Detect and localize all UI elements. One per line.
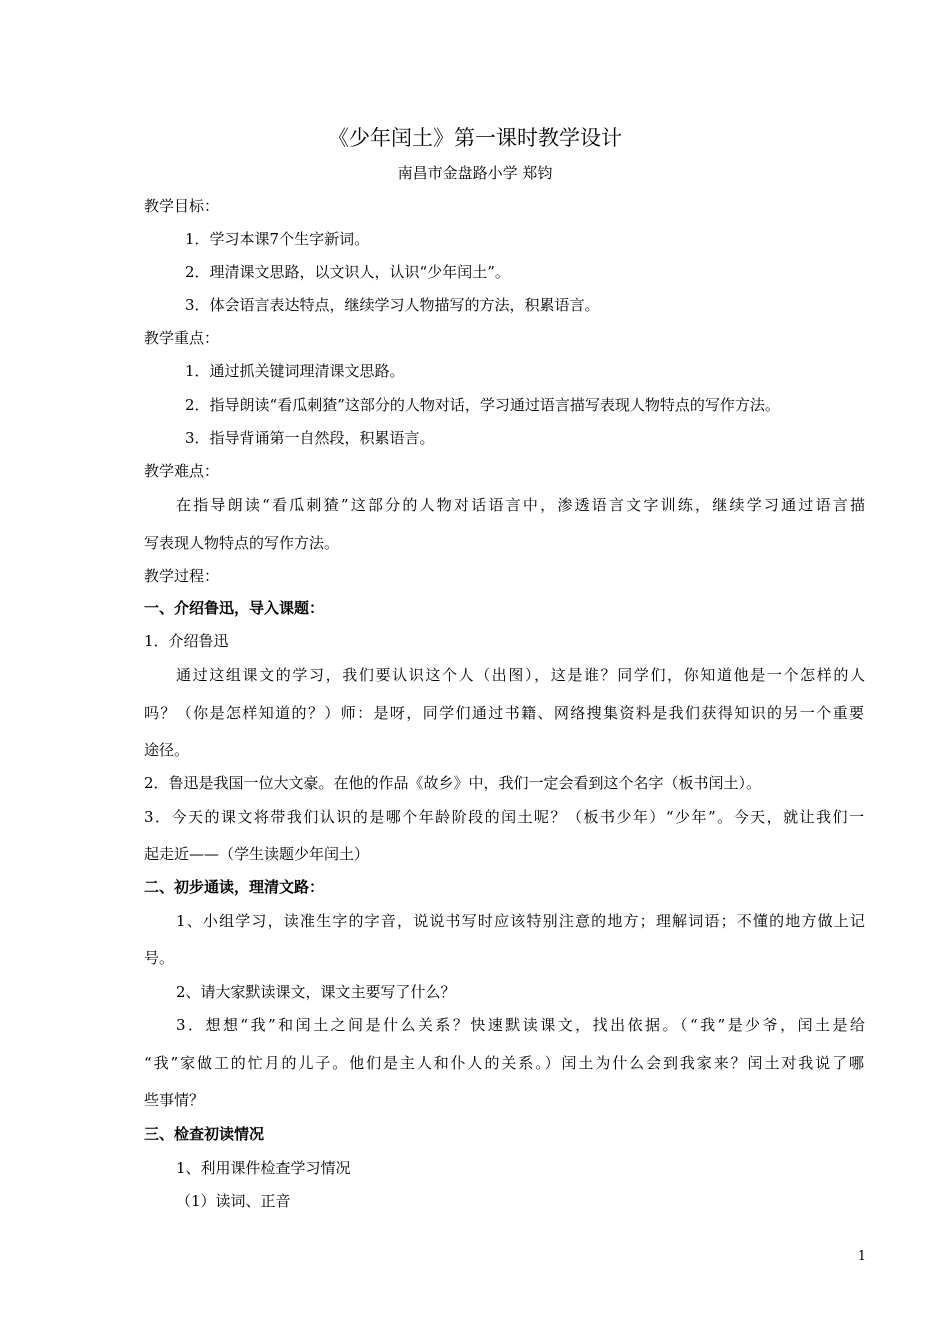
section-heading-key-points: 教学重点： xyxy=(144,329,220,347)
paragraph-line: 通过这组课文的学习，我们要认识这个人（出图），这是谁？同学们，你知道他是一个怎样的人 xyxy=(176,666,865,684)
paragraph-line: 3．今天的课文将带我们认识的是哪个年龄阶段的闰土呢？（板书少年）“少年”。今天，就让我们一 xyxy=(144,808,864,826)
part-heading-1: 一、介绍鲁迅，导入课题： xyxy=(144,599,325,617)
goal-item-2: 2．理清课文思路，以文识人，认识“少年闰土”。 xyxy=(185,263,510,281)
key-point-item-2: 2．指导朗读“看瓜刺猹”这部分的人物对话，学习通过语言描写表现人物特点的写作方法。 xyxy=(185,396,780,414)
difficulty-paragraph-line: 在指导朗读“看瓜刺猹”这部分的人物对话语言中，渗透语言文字训练，继续学习通过语言描 xyxy=(176,496,865,514)
paragraph-line: 1、利用课件检查学习情况 xyxy=(176,1159,351,1177)
paragraph-line: （1）读词、正音 xyxy=(176,1192,291,1210)
document-title: 《少年闰土》第一课时教学设计 xyxy=(328,126,622,150)
difficulty-paragraph-line: 写表现人物特点的写作方法。 xyxy=(144,534,340,552)
section-heading-goals: 教学目标： xyxy=(144,197,220,215)
paragraph-line: 途径。 xyxy=(144,741,190,759)
paragraph-line: 些事情？ xyxy=(144,1091,205,1109)
part-heading-3: 三、检查初读情况 xyxy=(144,1125,265,1143)
paragraph-line: 号。 xyxy=(144,949,175,967)
key-point-item-3: 3．指导背诵第一自然段，积累语言。 xyxy=(185,429,435,447)
section-heading-difficulty: 教学难点： xyxy=(144,462,220,480)
section-heading-process: 教学过程： xyxy=(144,567,220,585)
paragraph-line: 2．鲁迅是我国一位大文豪。在他的作品《故乡》中，我们一定会看到这个名字（板书闰土）。 xyxy=(144,774,762,792)
paragraph-line: 吗？（你是怎样知道的？）师：是呀，同学们通过书籍、网络搜集资料是我们获得知识的另一个重要 xyxy=(144,704,864,722)
goal-item-1: 1．学习本课7个生字新词。 xyxy=(185,230,370,248)
paragraph-line: “我”家做工的忙月的儿子。他们是主人和仆人的关系。）闰土为什么会到我家来？闰土对我说了哪 xyxy=(144,1054,864,1072)
paragraph-line: 2、请大家默读课文，课文主要写了什么？ xyxy=(176,983,456,1001)
step-heading: 1．介绍鲁迅 xyxy=(144,632,229,650)
key-point-item-1: 1．通过抓关键词理清课文思路。 xyxy=(185,362,405,380)
paragraph-line: 3．想想“我”和闰土之间是什么关系？快速默读课文，找出依据。（“我”是少爷，闰土是给 xyxy=(176,1016,865,1034)
document-author: 南昌市金盘路小学 郑钧 xyxy=(397,164,553,182)
paragraph-line: 起走近——（学生读题少年闰土） xyxy=(144,845,370,863)
goal-item-3: 3．体会语言表达特点，继续学习人物描写的方法，积累语言。 xyxy=(185,296,600,314)
paragraph-line: 1、小组学习，读准生字的字音，说说书写时应该特别注意的地方；理解词语；不懂的地方做上记 xyxy=(176,912,865,930)
page-number: 1 xyxy=(857,1249,866,1264)
part-heading-2: 二、初步通读，理清文路： xyxy=(144,878,325,896)
